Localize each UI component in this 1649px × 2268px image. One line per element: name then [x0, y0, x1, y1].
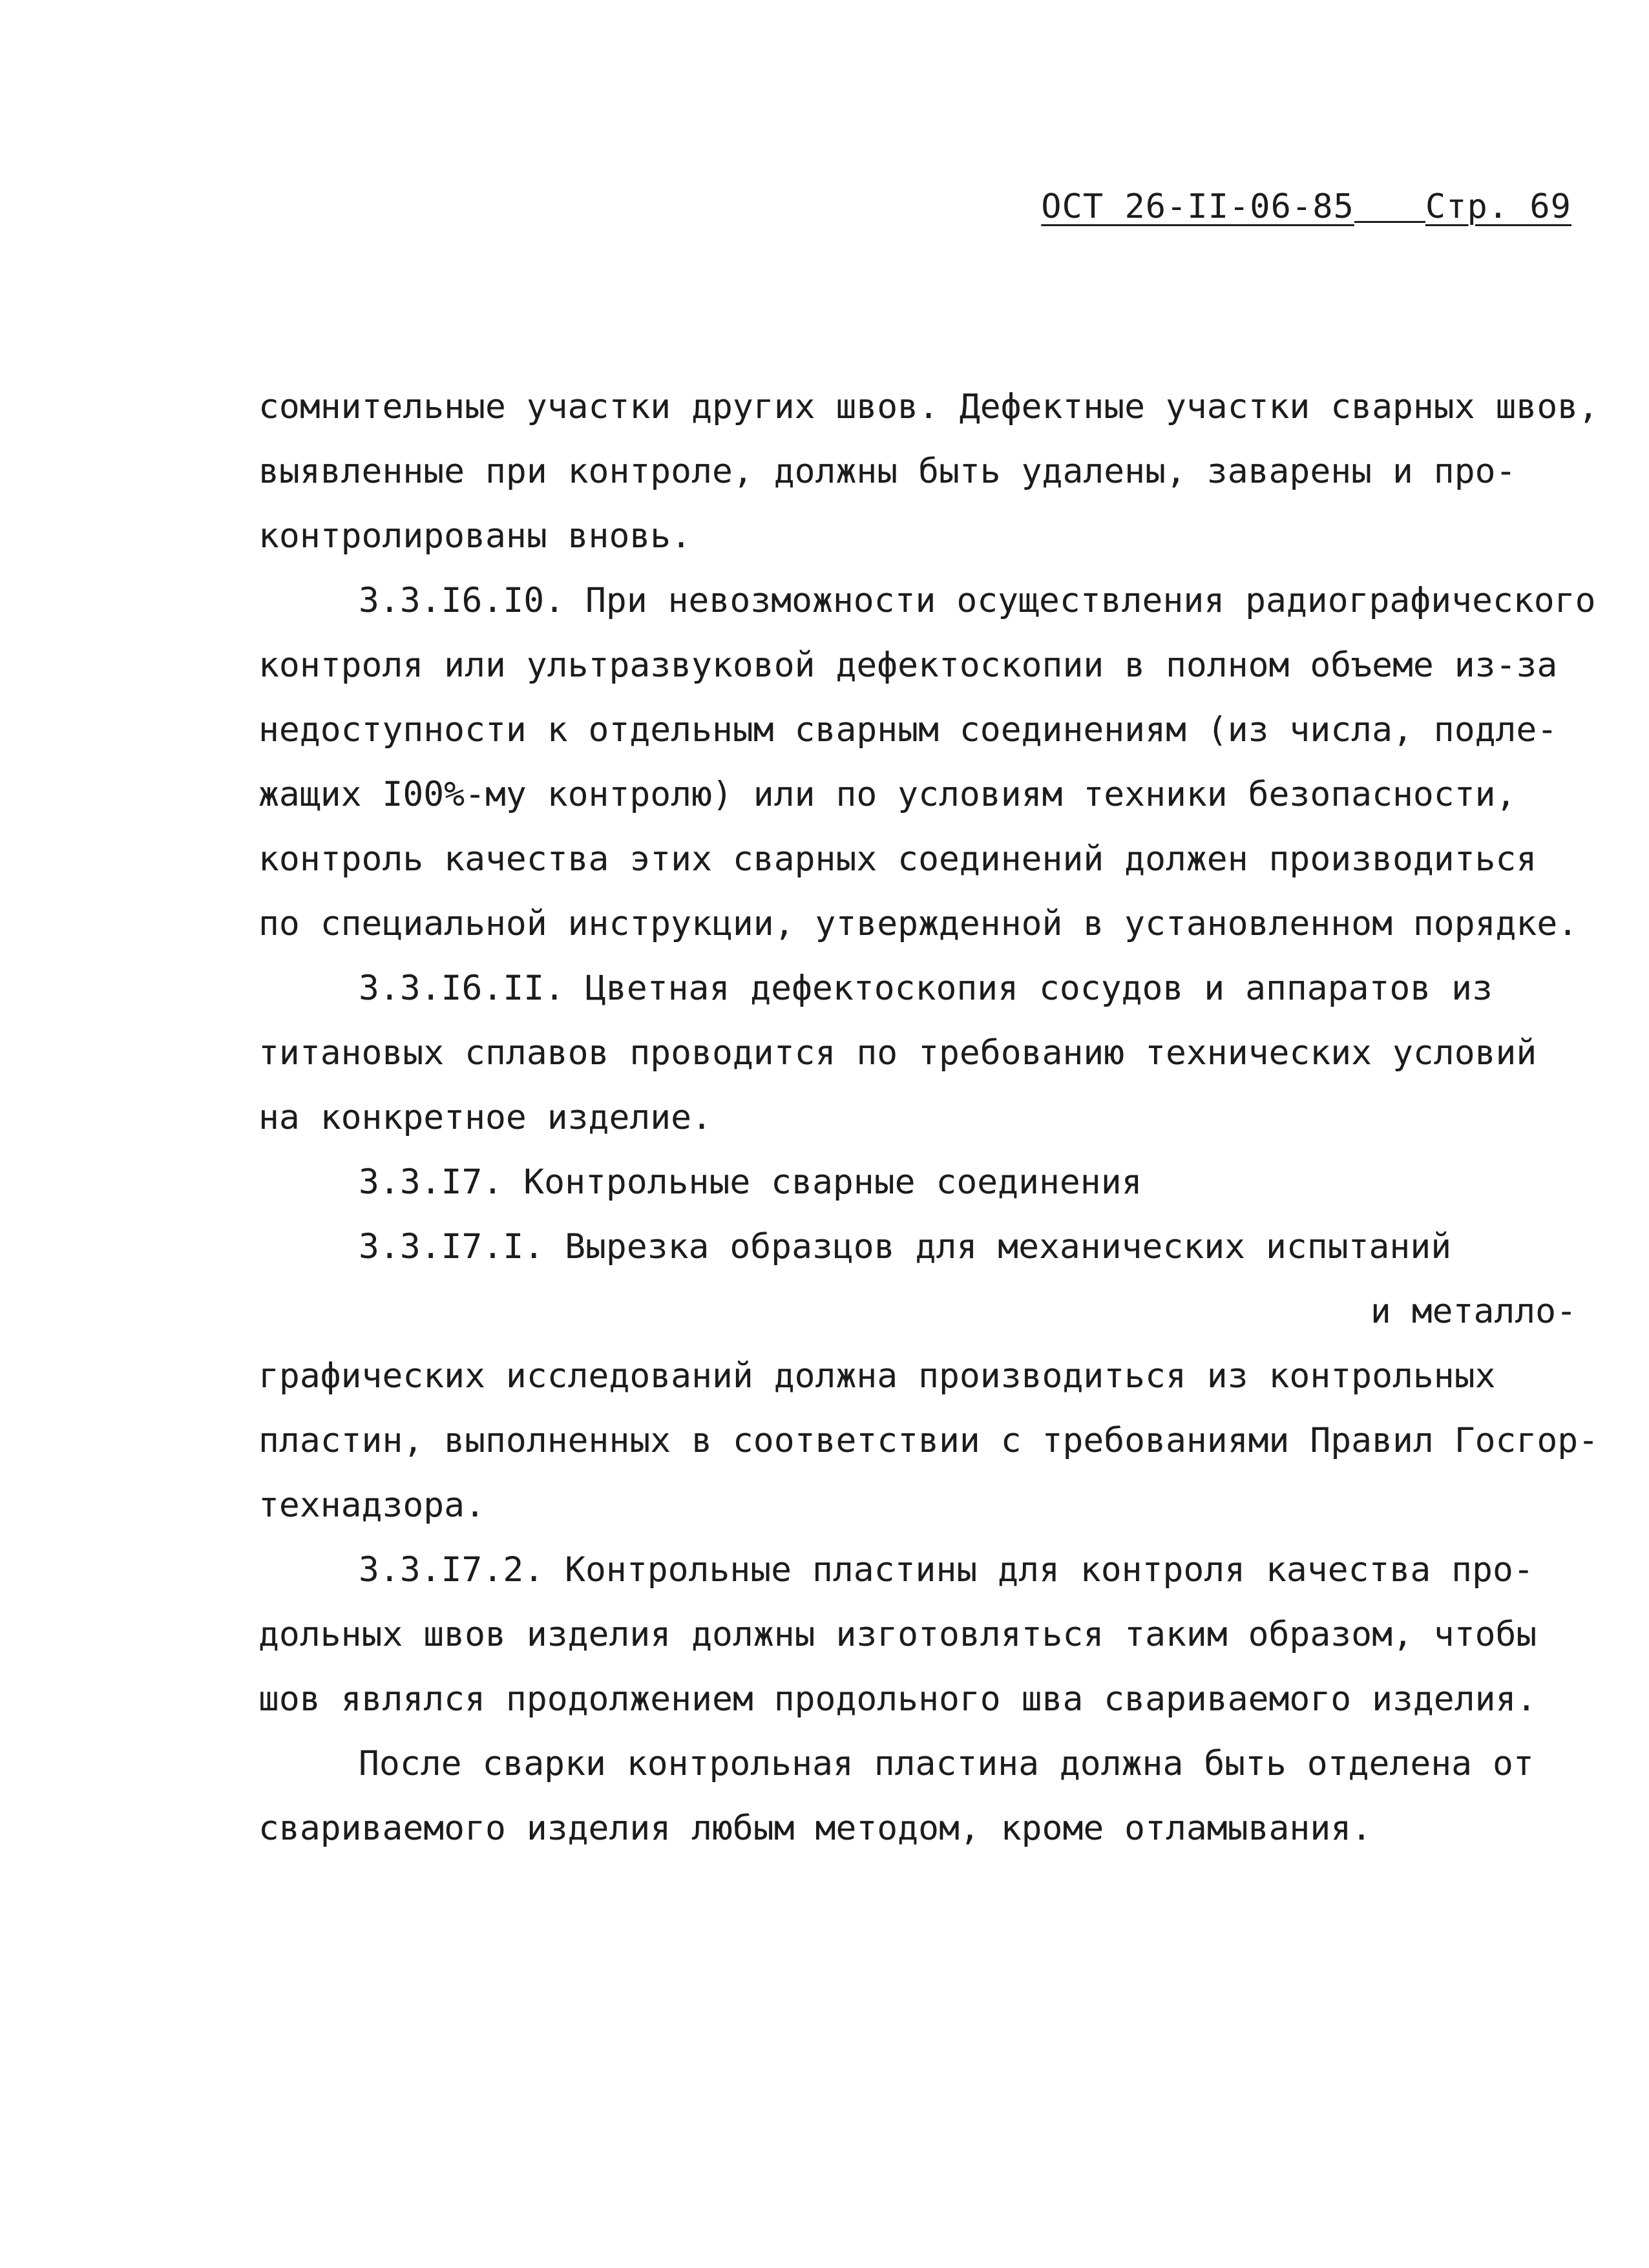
text-line-right-fragment: и металло- [1370, 1292, 1577, 1331]
text-line: дольных швов изделия должны изготовляться таким образом, чтобы [258, 1615, 1537, 1654]
paragraph-start-line: После сварки контрольная пластина должна быть отделена от [359, 1744, 1534, 1783]
page-header [1041, 187, 1571, 226]
text-line: выявленные при контроле, должны быть удалены, заварены и про- [258, 452, 1517, 491]
text-line: пластин, выполненных в соответствии с требованиями Правил Госгор- [258, 1421, 1599, 1460]
text-line: контроль качества этих сварных соединений должен производиться [258, 839, 1537, 879]
text-line: свариваемого изделия любым методом, кроме отламывания. [258, 1809, 1372, 1848]
text-line: сомнительные участки других швов. Дефектные участки сварных швов, [258, 387, 1599, 426]
text-line: жащих I00%-му контролю) или по условиям техники безопасности, [258, 775, 1517, 814]
text-line: по специальной инструкции, утвержденной в установленном порядке. [258, 904, 1579, 943]
text-line: технадзора. [258, 1486, 485, 1525]
document-code: ОСТ 26-II-06-85 [1041, 187, 1354, 226]
header-separator-line [1354, 221, 1425, 223]
text-line: контроля или ультразвуковой дефектоскопии в полном объеме из-за [258, 646, 1558, 685]
text-line: графических исследований должна производиться из контрольных [258, 1356, 1496, 1396]
text-line: шов являлся продолжением продольного шва свариваемого изделия. [258, 1679, 1537, 1719]
paragraph-start-line: 3.3.I6.I0. При невозможности осуществления радиографического [359, 581, 1596, 620]
text-line: недоступности к отдельным сварным соединениям (из числа, подле- [258, 710, 1558, 750]
paragraph-start-line: 3.3.I6.II. Цветная дефектоскопия сосудов и аппаратов из [359, 969, 1493, 1008]
text-line: титановых сплавов проводится по требованию технических условий [258, 1033, 1537, 1073]
paragraph-start-line: 3.3.I7.2. Контрольные пластины для контроля качества про- [359, 1550, 1534, 1590]
paragraph-start-line: 3.3.I7.I. Вырезка образцов для механических испытаний [359, 1227, 1452, 1266]
text-line: на конкретное изделие. [258, 1098, 712, 1137]
text-line: контролированы вновь. [258, 516, 692, 556]
document-body [258, 375, 1599, 1861]
page-number: Стр. 69 [1425, 187, 1571, 226]
section-heading-line: 3.3.I7. Контрольные сварные соединения [359, 1162, 1142, 1202]
